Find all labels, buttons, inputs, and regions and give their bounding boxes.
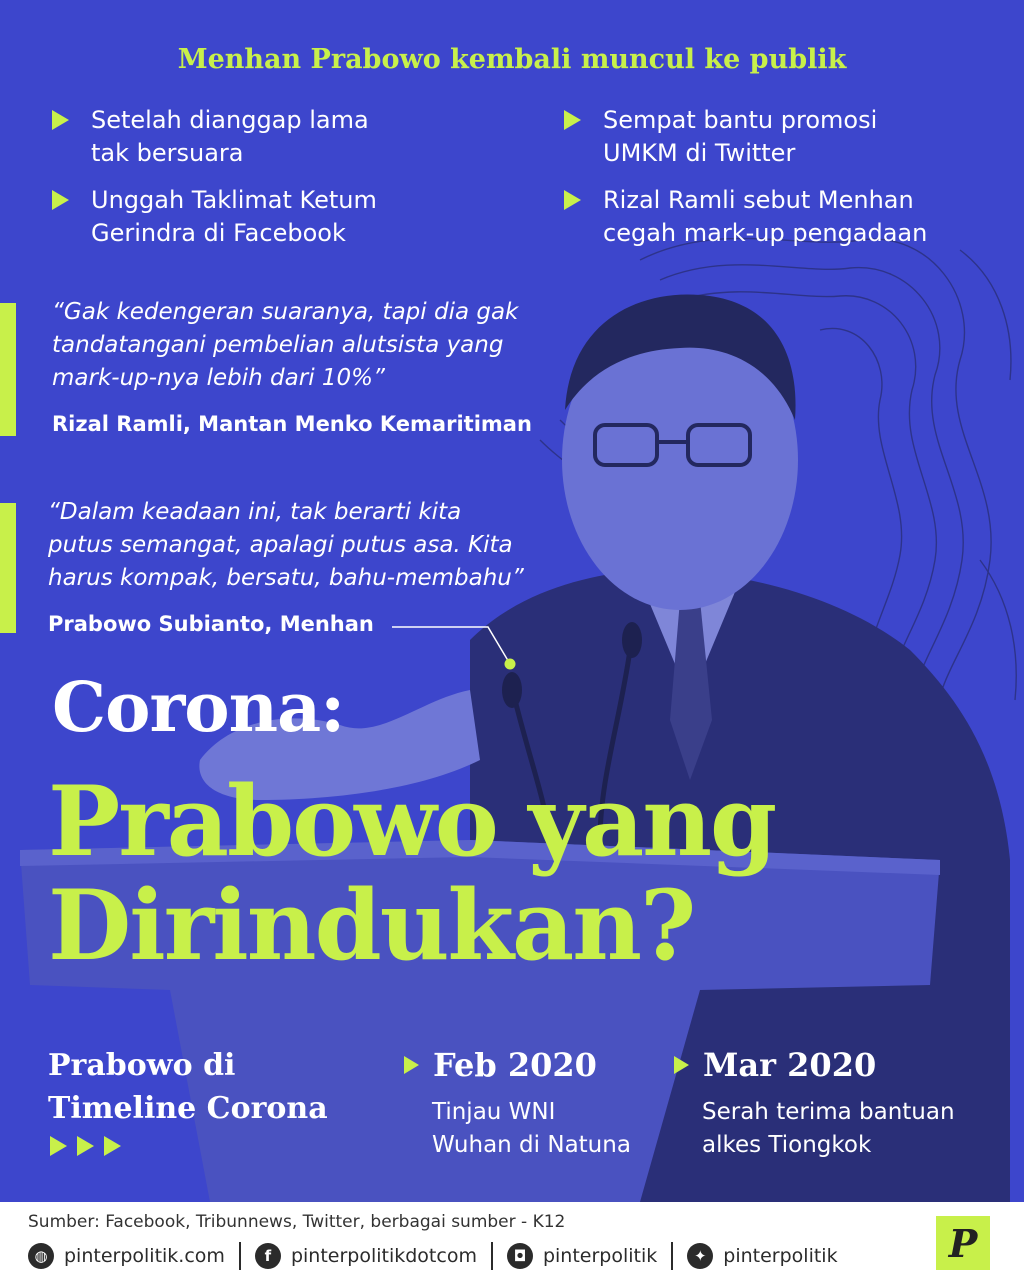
source-credit: Sumber: Facebook, Tribunnews, Twitter, berbagai sumber - K12 bbox=[28, 1212, 566, 1232]
bullet-text: Setelah dianggap lama tak bersuara bbox=[91, 106, 369, 167]
footer bbox=[0, 1202, 1024, 1280]
subtitle: Menhan Prabowo kembali muncul ke publik bbox=[177, 44, 847, 75]
quote-prabowo: “Dalam keadaan ini, tak berarti kita putus semangat, apalagi putus asa. Kita harus kompak, bersatu, bahu-membahu” bbox=[48, 499, 524, 591]
timeline-date bbox=[404, 1046, 597, 1084]
globe-icon: ◍ bbox=[28, 1243, 54, 1269]
bullet-text: Rizal Ramli sebut Menhan cegah mark-up pengadaan bbox=[603, 186, 928, 247]
bullet-item bbox=[52, 104, 369, 170]
bullet-item bbox=[564, 184, 927, 250]
bullet-text: Unggah Taklimat Ketum Gerindra di Facebook bbox=[91, 186, 377, 247]
timeline-triangle-icon bbox=[404, 1056, 419, 1074]
timeline-date bbox=[674, 1046, 876, 1084]
quote-rizal-ramli: “Gak kedengeran suaranya, tapi dia gak tandatangani pembelian alutsista yang mark-up-nya lebih dari 10%” bbox=[52, 299, 519, 391]
bullet-item bbox=[52, 184, 377, 250]
pinterpolitik-logo: P bbox=[936, 1216, 990, 1270]
bullet-triangle-icon bbox=[52, 110, 69, 130]
connector-dot bbox=[505, 659, 516, 670]
divider bbox=[239, 1242, 241, 1270]
quote-accent-bar bbox=[0, 303, 16, 436]
instagram-icon: ◘ bbox=[507, 1243, 533, 1269]
bullet-item bbox=[564, 104, 877, 170]
twitter-icon: ✦ bbox=[687, 1243, 713, 1269]
timeline-date-text: Feb 2020 bbox=[433, 1046, 597, 1084]
social-links bbox=[28, 1242, 838, 1270]
bullet-triangle-icon bbox=[52, 190, 69, 210]
timeline-description: Tinjau WNI Wuhan di Natuna bbox=[432, 1099, 631, 1158]
divider bbox=[671, 1242, 673, 1270]
social-instagram[interactable]: ◘ pinterpolitik bbox=[507, 1243, 657, 1269]
timeline-date-text: Mar 2020 bbox=[703, 1046, 877, 1084]
quote-attribution: Rizal Ramli, Mantan Menko Kemaritiman bbox=[52, 412, 532, 436]
quote-accent-bar bbox=[0, 503, 16, 633]
quote-attribution: Prabowo Subianto, Menhan bbox=[48, 612, 374, 636]
timeline-triangle-icon bbox=[674, 1056, 689, 1074]
social-twitter[interactable]: ✦ pinterpolitik bbox=[687, 1243, 837, 1269]
bullet-triangle-icon bbox=[564, 110, 581, 130]
facebook-icon: f bbox=[255, 1243, 281, 1269]
social-facebook[interactable]: f pinterpolitikdotcom bbox=[255, 1243, 477, 1269]
timeline-arrows-icon bbox=[50, 1136, 121, 1156]
timeline-heading: Prabowo di Timeline Corona bbox=[48, 1048, 328, 1126]
headline-line-2: Prabowo yang Dirindukan? bbox=[48, 765, 776, 982]
headline-line-1: Corona: bbox=[52, 668, 345, 748]
timeline-description: Serah terima bantuan alkes Tiongkok bbox=[702, 1099, 955, 1158]
divider bbox=[491, 1242, 493, 1270]
bullet-triangle-icon bbox=[564, 190, 581, 210]
social-website[interactable]: ◍ pinterpolitik.com bbox=[28, 1243, 225, 1269]
bullet-text: Sempat bantu promosi UMKM di Twitter bbox=[603, 106, 878, 167]
